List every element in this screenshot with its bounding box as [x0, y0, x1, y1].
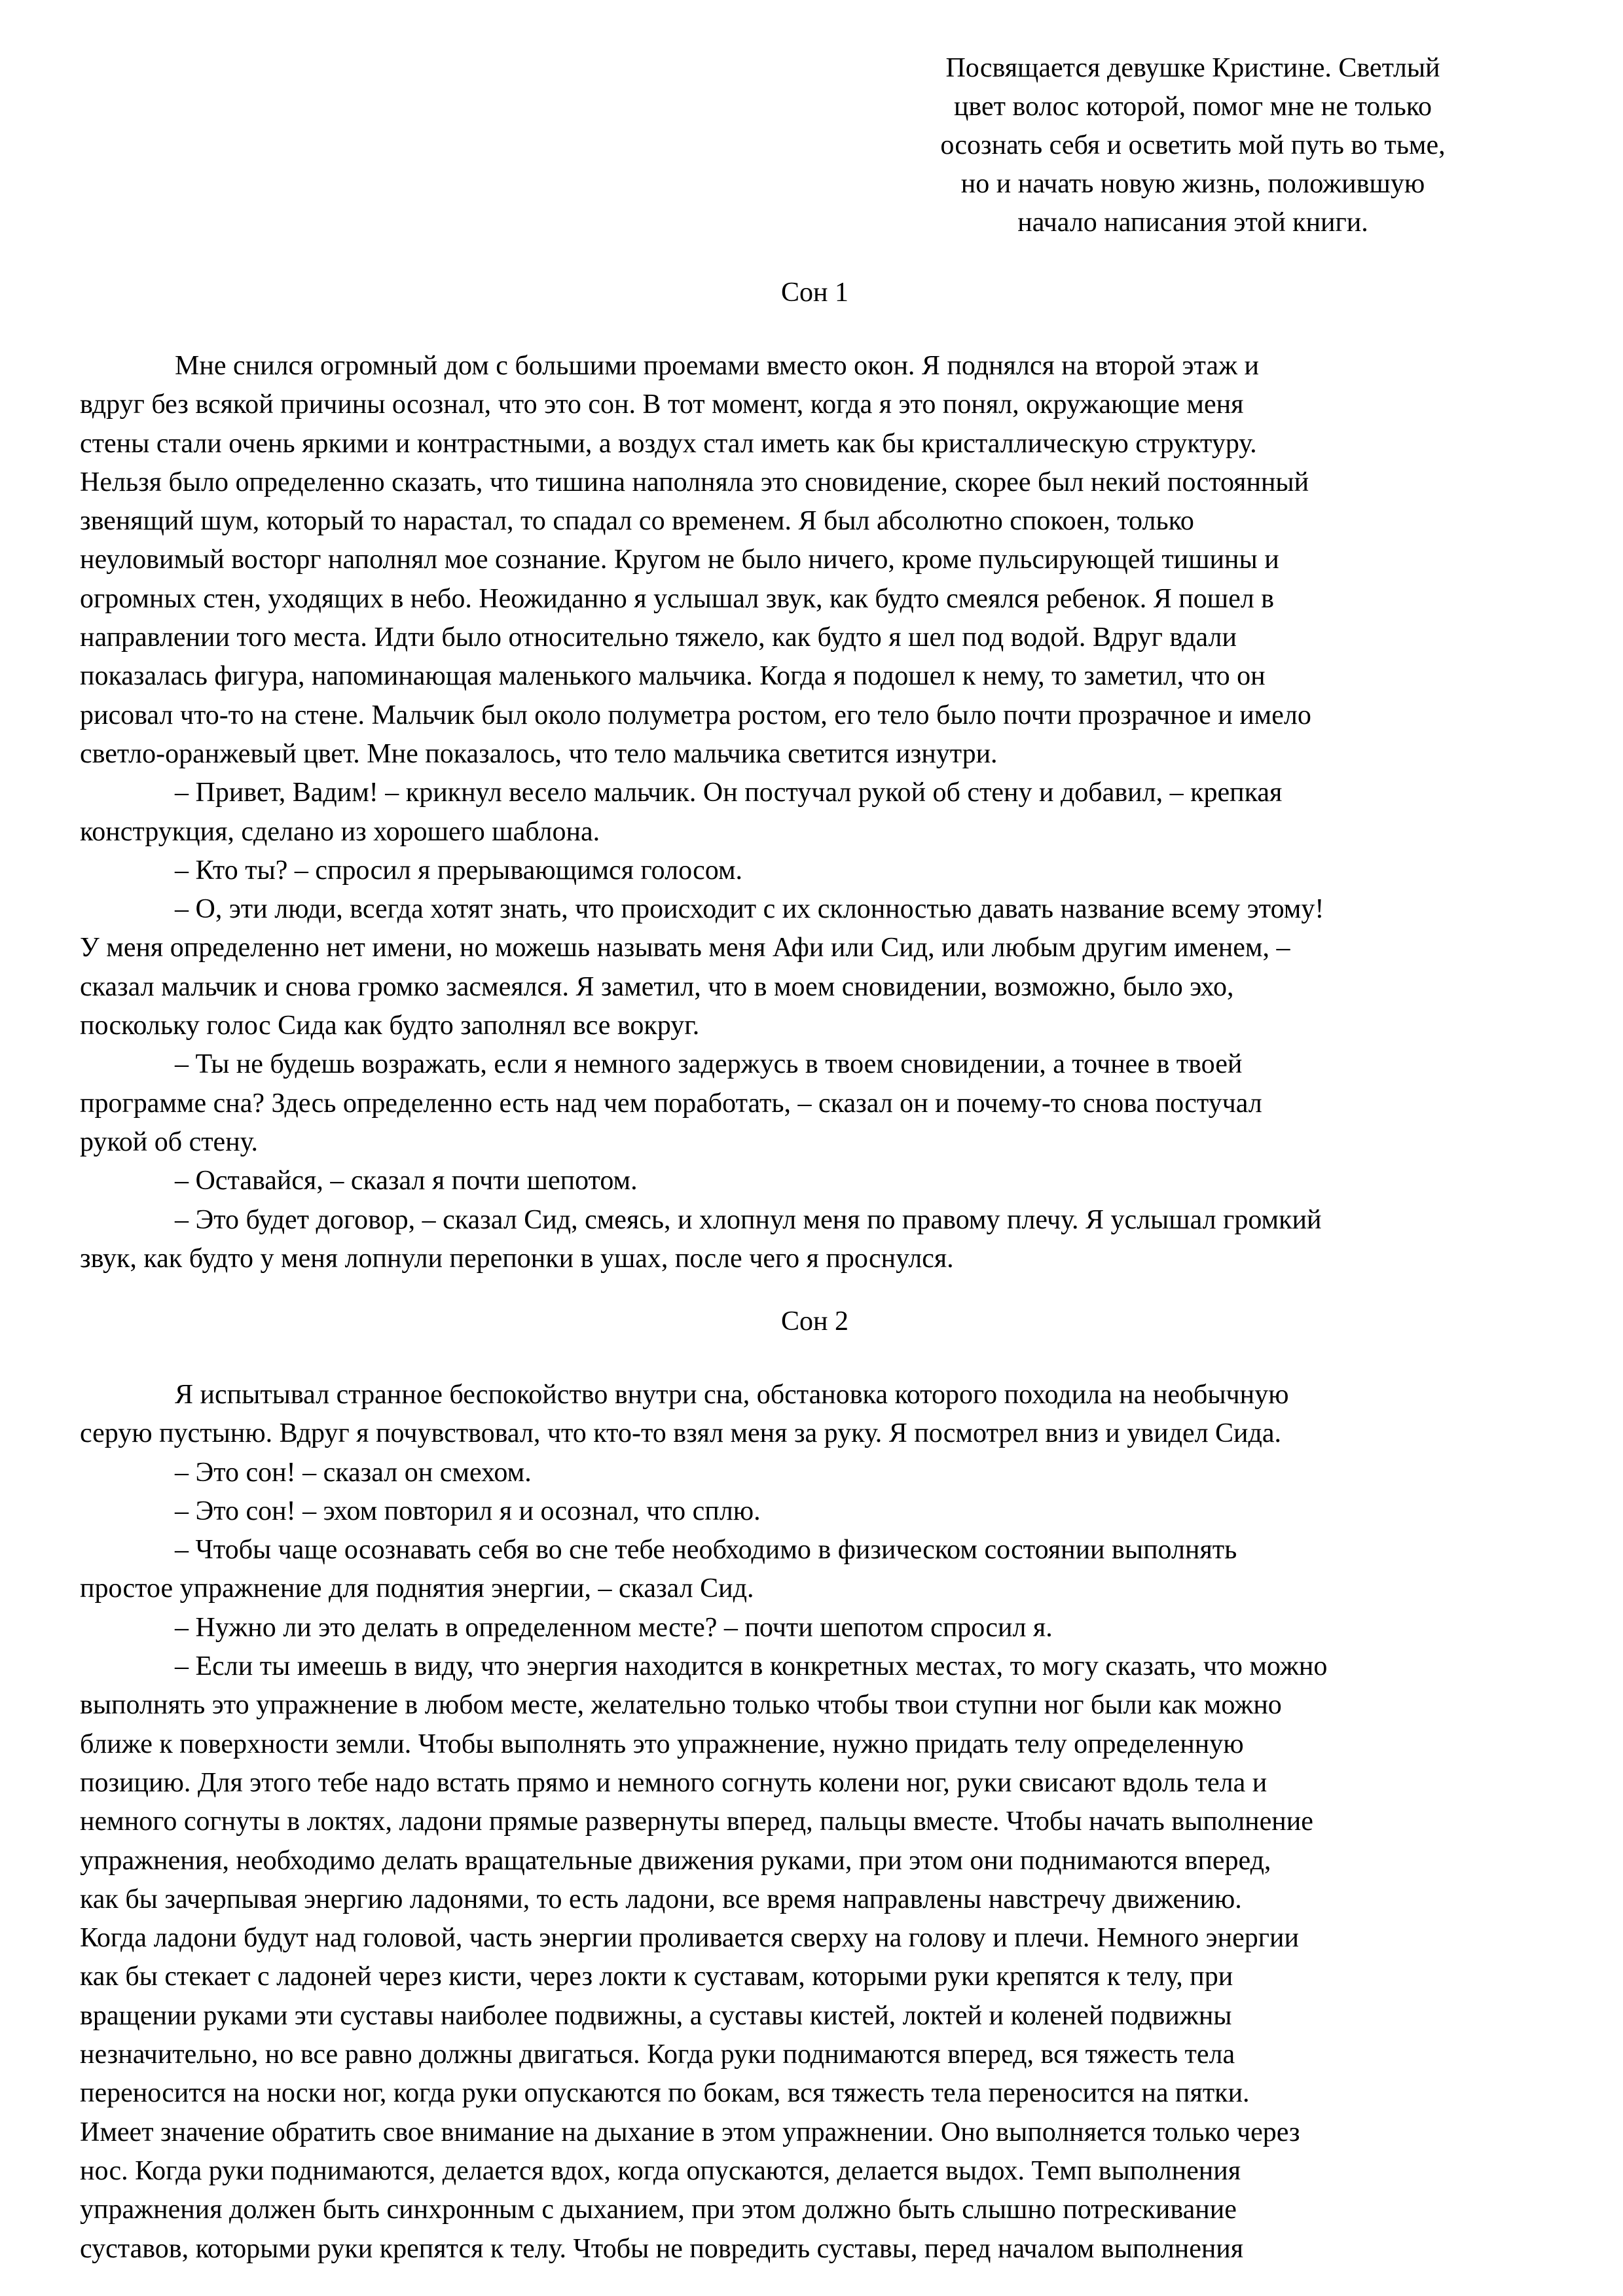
dedication-line: начало написания этой книги. — [1017, 207, 1368, 238]
text-line: светло-оранжевый цвет. Мне показалось, что тело мальчика светится изнутри. — [80, 738, 998, 769]
text-line: как бы зачерпывая энергию ладонями, то есть ладони, все время направлены навстречу движению. — [80, 1884, 1242, 1914]
text-line: рукой об стену. — [80, 1126, 258, 1157]
text-line: – Ты не будешь возражать, если я немного задержусь в твоем сновидении, а точнее в твоей — [175, 1049, 1243, 1080]
text-line: – Привет, Вадим! – крикнул весело мальчик. Он постучал рукой об стену и добавил, – крепкая — [175, 778, 1283, 808]
chapter-title: Сон 2 — [781, 1306, 848, 1336]
dedication-line: Посвящается девушке Кристине. Светлый — [945, 53, 1440, 83]
text-line: – Это сон! – эхом повторил я и осознал, что сплю. — [175, 1496, 761, 1526]
text-line: вдруг без всякой причины осознал, что это сон. В тот момент, когда я это понял, окружающие меня — [80, 389, 1244, 420]
text-line: рисовал что-то на стене. Мальчик был около полуметра ростом, его тело было почти прозрачное и имело — [80, 700, 1311, 730]
chapter-body — [80, 347, 1550, 1278]
text-line: – О, эти люди, всегда хотят знать, что происходит с их склонностью давать название всему этому! — [175, 894, 1324, 925]
text-line: упражнения, необходимо делать вращательные движения руками, при этом они поднимаются вперед, — [80, 1845, 1271, 1876]
text-line: немного согнуты в локтях, ладони прямые развернуты вперед, пальцы вместе. Чтобы начать выполнение — [80, 1806, 1313, 1837]
text-line: конструкция, сделано из хорошего шаблона. — [80, 816, 600, 847]
dedication-line: цвет волос которой, помог мне не только — [953, 92, 1432, 122]
text-line: показалась фигура, напоминающая маленького мальчика. Когда я подошел к нему, то заметил, что он — [80, 661, 1266, 692]
text-line: позицию. Для этого тебе надо встать прямо и немного согнуть колени ног, руки свисают вдоль тела и — [80, 1767, 1267, 1798]
text-line: программе сна? Здесь определенно есть над чем поработать, – сказал он и почему-то снова постучал — [80, 1088, 1262, 1119]
document-page — [80, 0, 1550, 2296]
text-line: – Если ты имеешь в виду, что энергия находится в конкретных местах, то могу сказать, что можно — [175, 1651, 1328, 1682]
text-line: Я испытывал странное беспокойство внутри сна, обстановка которого походила на необычную — [175, 1380, 1289, 1410]
text-line: простое упражнение для поднятия энергии, – сказал Сид. — [80, 1573, 754, 1604]
text-line: звенящий шум, который то нарастал, то спадал со временем. Я был абсолютно спокоен, только — [80, 506, 1194, 537]
text-line: вращении руками эти суставы наиболее подвижны, а суставы кистей, локтей и коленей подвижны — [80, 2000, 1232, 2031]
text-line: ближе к поверхности земли. Чтобы выполнять это упражнение, нужно придать телу определенную — [80, 1729, 1244, 1759]
text-line: серую пустыню. Вдруг я почувствовал, что кто-то взял меня за руку. Я посмотрел вниз и увидел Сида. — [80, 1418, 1282, 1449]
text-line: незначительно, но все равно должны двигаться. Когда руки поднимаются вперед, вся тяжесть тела — [80, 2039, 1235, 2070]
dedication — [905, 49, 1481, 242]
text-line: огромных стен, уходящих в небо. Неожиданно я услышал звук, как будто смеялся ребенок. Я пошел в — [80, 583, 1275, 614]
text-line: – Это сон! – сказал он смехом. — [175, 1457, 532, 1488]
text-line: звук, как будто у меня лопнули перепонки в ушах, после чего я проснулся. — [80, 1243, 954, 1274]
text-line: Мне снился огромный дом с большими проемами вместо окон. Я поднялся на второй этаж и — [175, 351, 1260, 381]
text-line: – Это будет договор, – сказал Сид, смеясь, и хлопнул меня по правому плечу. Я услышал громкий — [175, 1204, 1322, 1235]
text-line: как бы стекает с ладоней через кисти, через локти к суставам, которыми руки крепятся к телу, при — [80, 1962, 1233, 1992]
chapter-body — [80, 1376, 1550, 2269]
text-line: выполнять это упражнение в любом месте, желательно только чтобы твои ступни ног были как можно — [80, 1690, 1282, 1721]
text-line: – Оставайся, – сказал я почти шепотом. — [175, 1166, 638, 1196]
text-line: Имеет значение обратить свое внимание на дыхание в этом упражнении. Оно выполняется только через — [80, 2117, 1300, 2147]
text-line: – Кто ты? – спросил я прерывающимся голосом. — [175, 855, 743, 886]
text-line: суставов, которыми руки крепятся к телу. Чтобы не повредить суставы, перед началом выполнения — [80, 2233, 1244, 2264]
dedication-line: но и начать новую жизнь, положившую — [960, 169, 1425, 199]
text-line: упражнения должен быть синхронным с дыханием, при этом должно быть слышно потрескивание — [80, 2195, 1237, 2225]
text-line: поскольку голос Сида как будто заполнял все вокруг. — [80, 1011, 700, 1041]
dedication-line: осознать себя и осветить мой путь во тьме, — [940, 130, 1446, 160]
text-line: переносится на носки ног, когда руки опускаются по бокам, вся тяжесть тела переносится на пятки. — [80, 2078, 1250, 2109]
chapter-title: Сон 1 — [781, 278, 848, 308]
text-line: – Чтобы чаще осознавать себя во сне тебе необходимо в физическом состоянии выполнять — [175, 1535, 1237, 1566]
text-line: нос. Когда руки поднимаются, делается вдох, когда опускаются, делается выдох. Темп выполнения — [80, 2155, 1241, 2186]
text-line: неуловимый восторг наполнял мое сознание. Кругом не было ничего, кроме пульсирующей тишины и — [80, 545, 1279, 575]
text-line: Когда ладони будут над головой, часть энергии проливается сверху на голову и плечи. Немного энергии — [80, 1923, 1299, 1954]
text-line: У меня определенно нет имени, но можешь называть меня Афи или Сид, или любым другим именем, – — [80, 933, 1290, 963]
text-line: стены стали очень яркими и контрастными, а воздух стал иметь как бы кристаллическую структуру. — [80, 428, 1257, 459]
text-line: Нельзя было определенно сказать, что тишина наполняла это сновидение, скорее был некий постоянный — [80, 467, 1309, 497]
text-line: направлении того места. Идти было относительно тяжело, как будто я шел под водой. Вдруг вдали — [80, 622, 1237, 653]
text-line: – Нужно ли это делать в определенном месте? – почти шепотом спросил я. — [175, 1612, 1053, 1643]
text-line: сказал мальчик и снова громко засмеялся. Я заметил, что в моем сновидении, возможно, было эхо, — [80, 971, 1234, 1002]
